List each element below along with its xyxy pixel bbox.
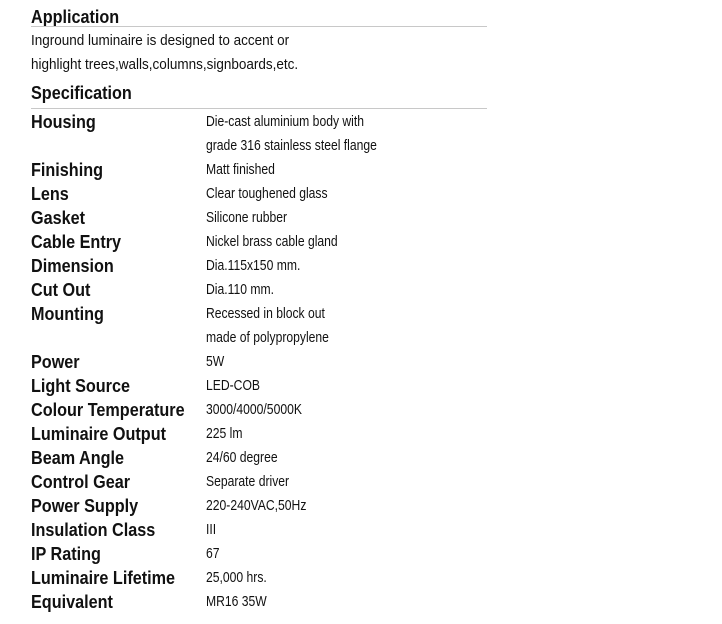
spec-label (31, 302, 206, 326)
spec-label-text: Cable Entry (31, 232, 122, 252)
spec-label (31, 350, 206, 374)
spec-value-line (206, 398, 313, 422)
spec-label (31, 254, 206, 278)
spec-row (31, 230, 722, 254)
spec-row (31, 494, 722, 518)
spec-row (31, 350, 722, 374)
spec-value (206, 350, 229, 374)
spec-row (31, 566, 722, 590)
spec-value-text: Clear toughened glass (206, 185, 328, 202)
spec-label (31, 518, 206, 542)
spec-row (31, 398, 722, 422)
spec-value (206, 230, 369, 254)
spec-value-line (206, 302, 343, 326)
spec-label (31, 230, 206, 254)
spec-value-line (206, 350, 226, 374)
spec-value-line (206, 518, 217, 542)
spec-value (206, 542, 223, 566)
spec-row (31, 542, 722, 566)
spec-value-text: LED-COB (206, 377, 261, 394)
spec-value-text: Dia.110 mm. (206, 281, 274, 298)
spec-value-line (206, 254, 311, 278)
specification-heading: Specification (31, 83, 132, 103)
specification-table (31, 110, 722, 614)
spec-value (206, 590, 281, 614)
spec-value-text: Dia.115x150 mm. (206, 257, 301, 274)
spec-value (206, 494, 330, 518)
spec-value-line (206, 422, 247, 446)
spec-row (31, 422, 722, 446)
spec-value (206, 518, 219, 542)
spec-value-text: Separate driver (206, 473, 290, 490)
spec-label (31, 542, 206, 566)
spec-value (206, 110, 417, 158)
spec-value-text: 3000/4000/5000K (206, 401, 302, 418)
spec-label-text: Lens (31, 184, 69, 204)
spec-value-text: made of polypropylene (206, 329, 329, 346)
spec-value (206, 278, 290, 302)
spec-value-text: Recessed in block out (206, 305, 325, 322)
spec-label-text: Finishing (31, 160, 103, 180)
spec-label (31, 182, 206, 206)
spec-value (206, 374, 273, 398)
spec-label-text: Colour Temperature (31, 400, 185, 420)
spec-value-text: 25,000 hrs. (206, 569, 267, 586)
spec-label-text: IP Rating (31, 544, 101, 564)
spec-value (206, 182, 356, 206)
spec-label (31, 590, 206, 614)
spec-row (31, 110, 722, 158)
spec-row (31, 518, 722, 542)
spec-value (206, 422, 251, 446)
spec-value (206, 446, 294, 470)
spec-value-line (206, 566, 274, 590)
spec-row (31, 182, 722, 206)
spec-label (31, 398, 206, 422)
spec-label (31, 206, 206, 230)
spec-value (206, 206, 306, 230)
spec-label-text: Housing (31, 112, 96, 132)
spec-value-line (206, 278, 282, 302)
spec-value-text: 24/60 degree (206, 449, 278, 466)
spec-label-text: Power Supply (31, 496, 139, 516)
spec-label-text: Gasket (31, 208, 86, 228)
spec-value-text: MR16 35W (206, 593, 267, 610)
spec-value-line (206, 470, 298, 494)
spec-label (31, 422, 206, 446)
spec-value (206, 470, 309, 494)
specification-divider (31, 108, 487, 109)
spec-row (31, 446, 722, 470)
spec-value-line (206, 158, 283, 182)
spec-row (31, 206, 722, 230)
spec-label (31, 470, 206, 494)
spec-value-text: grade 316 stainless steel flange (206, 137, 377, 154)
spec-row (31, 470, 722, 494)
spec-value-line (206, 182, 341, 206)
spec-value-line (206, 590, 274, 614)
spec-value-line (206, 230, 352, 254)
spec-value (206, 398, 324, 422)
spec-value-line (206, 326, 343, 350)
spec-value-text: 5W (206, 353, 225, 370)
spec-value-line (206, 134, 396, 158)
spec-label (31, 566, 206, 590)
spec-row (31, 374, 722, 398)
spec-value (206, 302, 358, 350)
spec-row (31, 590, 722, 614)
spec-row (31, 302, 722, 350)
spec-row (31, 158, 722, 182)
spec-row (31, 278, 722, 302)
spec-value-text: III (206, 521, 217, 538)
spec-label (31, 278, 206, 302)
spec-value-line (206, 542, 221, 566)
spec-value-text: 225 lm (206, 425, 243, 442)
spec-value-line (206, 206, 296, 230)
spec-label (31, 494, 206, 518)
spec-value-text: 220-240VAC,50Hz (206, 497, 307, 514)
spec-label-text: Control Gear (31, 472, 131, 492)
application-text-line-1: Inground luminaire is designed to accent or (31, 32, 290, 49)
spec-label-text: Insulation Class (31, 520, 156, 540)
spec-label (31, 446, 206, 470)
spec-value (206, 566, 281, 590)
spec-value-line (206, 446, 286, 470)
spec-value-text: Matt finished (206, 161, 275, 178)
spec-value-text: Die-cast aluminium body with (206, 113, 365, 130)
spec-label-text: Equivalent (31, 592, 113, 612)
spec-value-text: 67 (206, 545, 220, 562)
spec-label-text: Luminaire Output (31, 424, 166, 444)
spec-value (206, 254, 322, 278)
spec-label-text: Beam Angle (31, 448, 125, 468)
spec-value (206, 158, 291, 182)
spec-label (31, 110, 206, 134)
spec-value-line (206, 110, 396, 134)
spec-label-text: Light Source (31, 376, 131, 396)
application-heading: Application (31, 7, 120, 27)
spec-label-text: Mounting (31, 304, 104, 324)
spec-label-text: Luminaire Lifetime (31, 568, 176, 588)
application-divider (31, 26, 487, 27)
spec-value-text: Nickel brass cable gland (206, 233, 338, 250)
spec-row (31, 254, 722, 278)
spec-label-text: Dimension (31, 256, 114, 276)
spec-label (31, 158, 206, 182)
spec-label-text: Cut Out (31, 280, 91, 300)
application-text-line-2: highlight trees,walls,columns,signboards,etc. (31, 56, 299, 73)
spec-value-text: Silicone rubber (206, 209, 288, 226)
spec-value-line (206, 374, 266, 398)
spec-label-text: Power (31, 352, 80, 372)
spec-label (31, 374, 206, 398)
spec-value-line (206, 494, 318, 518)
